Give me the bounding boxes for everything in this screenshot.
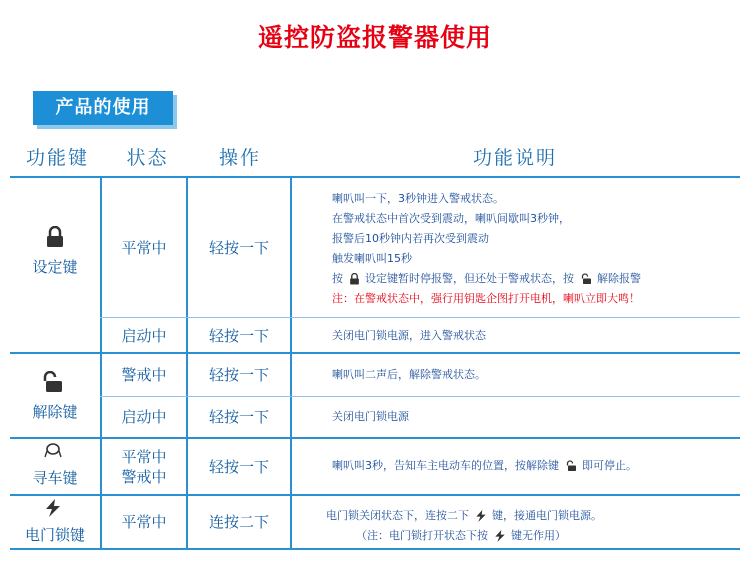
row3-desc: 喇叭叫二声后，解除警戒状态。 <box>332 368 486 381</box>
lock-open-icon-inline <box>565 460 577 472</box>
lock-open-icon <box>40 371 64 393</box>
key-set-label: 设定键 <box>32 258 78 276</box>
row6-state: 平常中 <box>121 513 167 531</box>
page-title: 遥控防盗报警器使用 <box>257 23 492 52</box>
key-power-label: 电门锁键 <box>24 526 85 544</box>
row4-desc: 关闭电门锁电源 <box>332 410 409 423</box>
lightning-icon <box>44 498 62 518</box>
table-bottom-line <box>10 548 740 550</box>
row1-state: 平常中 <box>121 238 167 257</box>
col-divider-3 <box>290 176 292 548</box>
lock-closed-icon-inline <box>349 273 360 285</box>
row3-state: 警戒中 <box>121 366 167 384</box>
header-op: 操作 <box>218 147 261 169</box>
key-find-label: 寻车键 <box>32 469 78 487</box>
row1-op: 轻按一下 <box>208 238 269 257</box>
row6-op: 连按二下 <box>208 513 269 531</box>
row1-note: 注：在警戒状态中，强行用钥匙企图打开电机，喇叭立即大鸣！ <box>332 292 640 305</box>
row5-op: 轻按一下 <box>208 457 269 476</box>
row5-desc: 喇叭叫3秒，告知车主电动车的位置，按解除键 即可停止。 <box>332 459 637 472</box>
section-tab: 产品的使用 <box>33 91 173 125</box>
header-desc: 功能说明 <box>472 147 557 169</box>
row-line-1 <box>100 317 740 318</box>
header-key: 功能键 <box>25 147 89 169</box>
lock-closed-icon <box>45 226 65 248</box>
row2-state: 启动中 <box>121 326 167 345</box>
row1-desc: 喇叭叫一下，3秒钟进入警戒状态。 在警戒状态中首次受到震动，喇叭间歇叫3秒钟， 报警后10秒钟内若再次受到震动 触发喇叭叫15秒 按 设定键暂时停报警，但还处于警戒状态，按 解除报警 注：在警戒状态中，强行用钥匙企图打开电机，喇叭立即大鸣！ <box>332 189 641 309</box>
lightning-icon-inline <box>475 509 487 523</box>
lightning-icon-inline <box>494 529 506 543</box>
row4-state: 启动中 <box>121 408 167 426</box>
row4-op: 轻按一下 <box>208 408 269 426</box>
row2-desc: 关闭电门锁电源，进入警戒状态 <box>332 329 486 342</box>
horn-signal-icon <box>44 441 62 459</box>
row3-op: 轻按一下 <box>208 366 269 384</box>
header-state: 状态 <box>126 147 169 169</box>
key-unlock-label: 解除键 <box>32 403 78 421</box>
row2-op: 轻按一下 <box>208 326 269 345</box>
row6-desc: 电门锁关闭状态下，连按二下 键，接通电门锁电源。 （注：电门锁打开状态下按 键无作用） <box>326 509 602 542</box>
lock-open-icon-inline <box>580 273 592 285</box>
row5-state: 平常中 警戒中 <box>121 447 167 486</box>
